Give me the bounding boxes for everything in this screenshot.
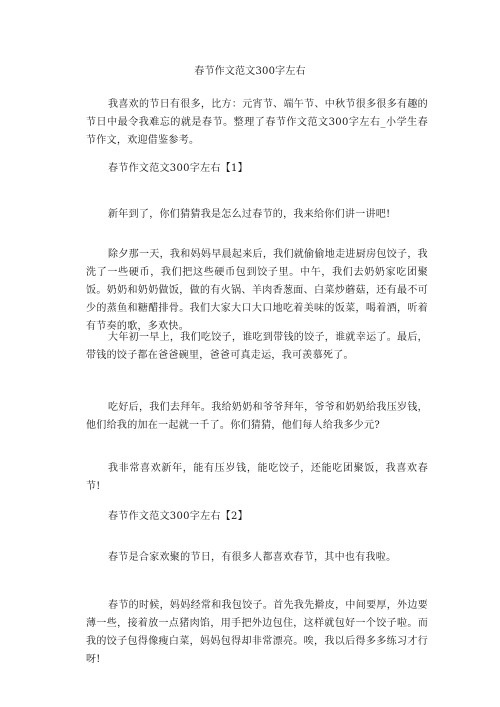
section-1-paragraph-2: 除夕那一天，我和妈妈早晨起来后，我们就偷偷地走进厨房包饺子，我洗了一些硬币，我们把这些硬币包到饺子里。中午，我们去奶奶家吃团聚饭。奶奶和奶奶做饭，做的有火锅、羊肉香葱面、白菜炒蘑菇，还有最不可少的蒸鱼和糖醋排骨。我们大家大口大口地吃着美味的饭菜，喝着酒，听着有节奏的歌，多欢快。: [86, 249, 428, 332]
section-1-paragraph-1: 新年到了，你们猜猜我是怎么过春节的，我来给你们讲一讲吧!: [108, 209, 391, 220]
section-1-heading: 春节作文范文300字左右【1】: [108, 163, 248, 174]
section-2-paragraph-2: 春节的时候，妈妈经常和我包饺子。首先我先擀皮，中间要厚，外边要薄一些，接着放一点猪肉馅，用手把外边包住，这样就包好一个饺子啦。而我的饺子包得像瘦白菜，妈妈包得却非常漂亮。唉，我以后得多多练习才行呀!: [86, 600, 428, 665]
document-title: 春节作文范文300字左右: [194, 66, 306, 77]
section-1-paragraph-5: 我非常喜欢新年，能有压岁钱，能吃饺子，还能吃团聚饭，我喜欢春节!: [86, 463, 428, 492]
intro-paragraph: 我喜欢的节日有很多，比方：元宵节、端午节、中秋节很多很多有趣的节日中最令我难忘的就是春节。整理了春节作文范文300字左右_小学生春节作文，欢迎借鉴参考。: [86, 99, 428, 146]
section-2-paragraph-1: 春节是合家欢聚的节日，有很多人都喜欢春节，其中也有我啦。: [108, 552, 397, 563]
section-1-paragraph-3: 大年初一早上，我们吃饺子，谁吃到带钱的饺子，谁就幸运了。最后，带钱的饺子都在爸爸碗里，爸爸可真走运，我可羡慕死了。: [86, 332, 428, 361]
section-2-heading: 春节作文范文300字左右【2】: [108, 511, 248, 522]
section-1-paragraph-4: 吃好后，我们去拜年。我给奶奶和爷爷拜年，爷爷和奶奶给我压岁钱，他们给我的加在一起就一千了。你们猜猜，他们每人给我多少元?: [86, 402, 428, 431]
